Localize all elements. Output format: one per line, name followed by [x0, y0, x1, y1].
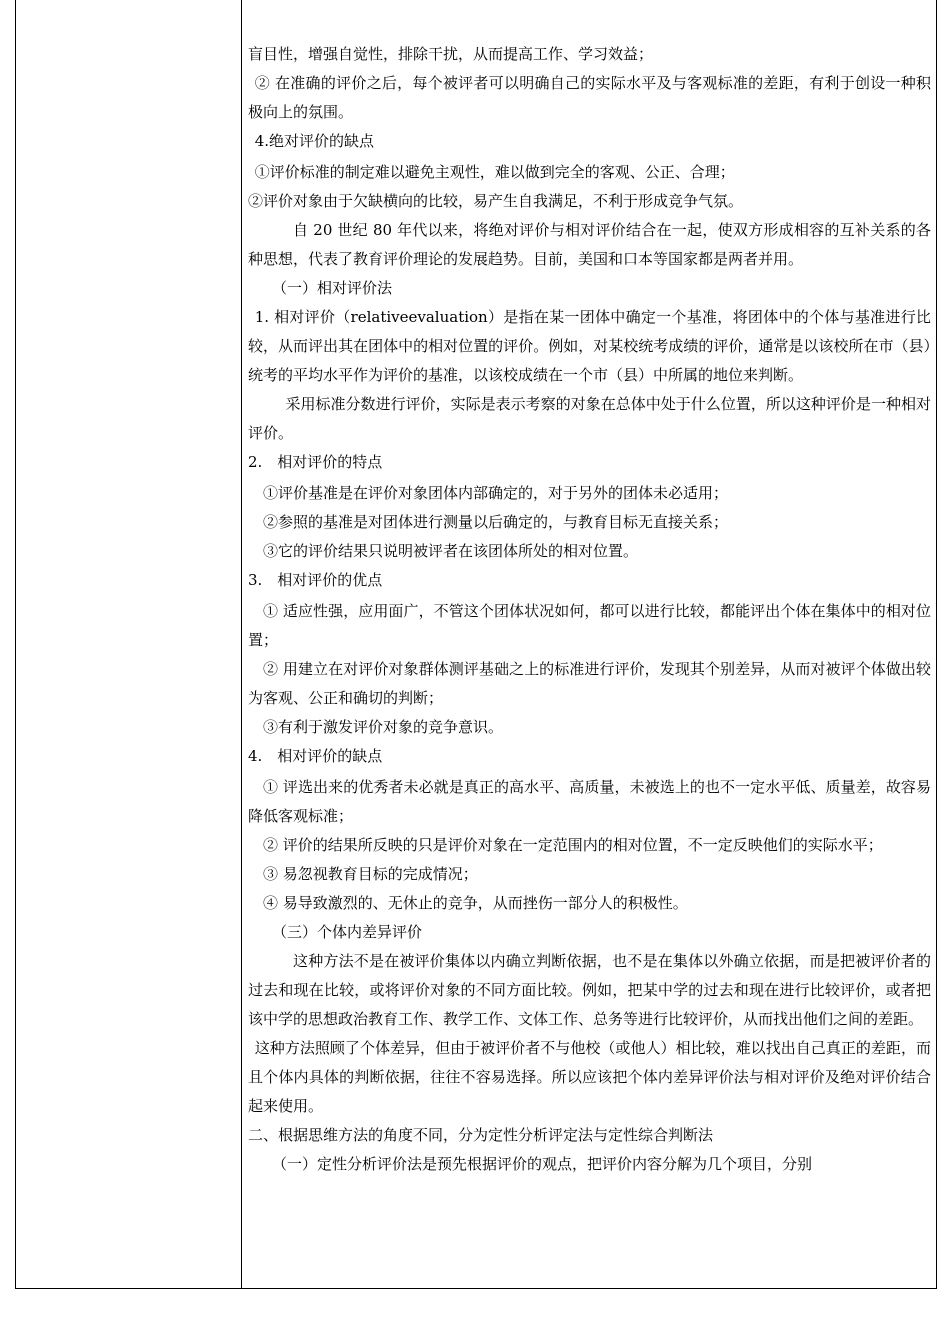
paragraph: 盲目性，增强自觉性，排除干扰，从而提高工作、学习效益；	[248, 45, 654, 63]
paragraph: （一）定性分析评价法是预先根据评价的观点，把评价内容分解为几个项目，分别	[272, 1155, 813, 1173]
paragraph: 这种方法不是在被评价集体以内确立判断依据，也不是在集体以外确立依据，而是把被评价者的过去和现在比较，或将评价对象的不同方面比较。例如，把某中学的过去和现在进行比较评价，或者把该中学的思想政治教育工作、教学工作、文体工作、总务等进行比较评价，从而找出他们之间的差距。	[248, 952, 931, 1028]
section-heading: 二、根据思维方法的角度不同，分为定性分析评定法与定性综合判断法	[248, 1126, 714, 1144]
list-item: ② 评价的结果所反映的只是评价对象在一定范围内的相对位置，不一定反映他们的实际水平；	[263, 836, 883, 854]
section-heading: 3. 相对评价的优点	[248, 571, 383, 589]
paragraph: ②评价对象由于欠缺横向的比较，易产生自我满足，不利于形成竞争气氛。	[248, 192, 744, 210]
list-item: ① 适应性强，应用面广，不管这个团体状况如何，都可以进行比较，都能评出个体在集体中的相对位置；	[248, 602, 931, 649]
section-heading: 2. 相对评价的特点	[248, 453, 383, 471]
paragraph: 自 20 世纪 80 年代以来，将绝对评价与相对评价结合在一起，使双方形成相容的互补关系的各种思想，代表了教育评价理论的发展趋势。目前，美国和口本等国家都是两者并用。	[248, 221, 931, 268]
list-item: ②参照的基准是对团体进行测量以后确定的，与教育目标无直接关系；	[263, 513, 729, 531]
paragraph: ② 在准确的评价之后，每个被评者可以明确自己的实际水平及与客观标准的差距，有利于创设一种积极向上的氛围。	[248, 74, 931, 121]
section-heading: （一）相对评价法	[272, 279, 393, 297]
paragraph: 采用标准分数进行评价，实际是表示考察的对象在总体中处于什么位置，所以这种评价是一种相对评价。	[248, 395, 931, 442]
paragraph: ①评价标准的制定难以避免主观性，难以做到完全的客观、公正、合理；	[254, 163, 735, 181]
section-heading: （三）个体内差异评价	[272, 923, 423, 941]
paragraph: 1. 相对评价（relativeevaluation）是指在某一团体中确定一个基准，将团体中的个体与基准进行比较，从而评出其在团体中的相对位置的评价。例如，对某校统考成绩的评价，通常是以该校所在市（县）统考的平均水平作为评价的基准，以该校成绩在一个市（县）中所属的地位来判断。	[248, 308, 931, 384]
list-item: ①评价基准是在评价对象团体内部确定的，对于另外的团体未必适用；	[263, 484, 729, 502]
table-left-cell	[16, 0, 242, 1288]
list-item: ④ 易导致激烈的、无休止的竞争，从而挫伤一部分人的积极性。	[263, 894, 688, 912]
list-item: ③它的评价结果只说明被评者在该团体所处的相对位置。	[263, 542, 639, 560]
list-item: ③ 易忽视教育目标的完成情况；	[263, 865, 478, 883]
list-item: ② 用建立在对评价对象群体测评基础之上的标准进行评价，发现其个别差异，从而对被评个体做出较为客观、公正和确切的判断；	[248, 660, 931, 707]
section-heading: 4. 相对评价的缺点	[248, 747, 383, 765]
list-item: ③有利于激发评价对象的竞争意识。	[263, 718, 504, 736]
document-table	[15, 0, 937, 1289]
section-heading: 4.绝对评价的缺点	[254, 132, 375, 150]
table-right-cell	[242, 0, 936, 1288]
list-item: ① 评选出来的优秀者未必就是真正的高水平、高质量，未被选上的也不一定水平低、质量差，故容易降低客观标准；	[248, 778, 931, 825]
paragraph: 这种方法照顾了个体差异，但由于被评价者不与他校（或他人）相比较，难以找出自己真正的差距，而且个体内具体的判断依据，往往不容易选择。所以应该把个体内差异评价法与相对评价及绝对评价结合起来使用。	[248, 1039, 931, 1115]
document-body	[248, 40, 931, 1179]
